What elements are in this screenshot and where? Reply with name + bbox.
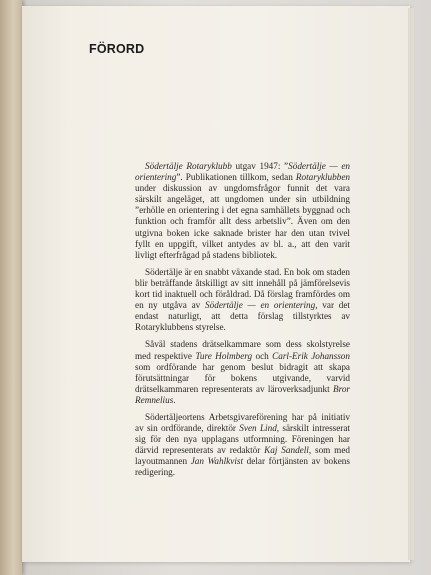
italic-run: Rotaryklubben <box>295 172 350 183</box>
book-spine <box>0 0 22 575</box>
italic-run: Bror Remnelius <box>135 383 350 405</box>
paragraph-4 <box>135 412 350 479</box>
text-run: , särskilt intresserat sig för den nya upplagans utformning. Föreningen har därvid representerats av redaktör <box>135 423 350 456</box>
text-run: som ordförande har genom beslut bidragit att skapa förutsättningar för bokens utgivande, varvid drätselkammaren representerats av läroverksadjunkt <box>135 361 350 394</box>
page-edges <box>408 8 414 560</box>
text-run: under diskussion av ungdomsfrågor funnit det vara särskilt angeläget, att ungdomen under sin utbildning ”erhölle en orientering i det egna samhällets byggnad och funktion och framför allt dess arbetsliv”. Även om den utgivna boken icke saknade brister har den utan tvivel fyllt en uppgift, vilket antydes av bl. a., att den varit livligt efterfrågad på stadens bibliotek. <box>135 183 350 260</box>
paragraph-3 <box>135 339 350 406</box>
page-title: FÖRORD <box>89 42 145 56</box>
text-run: ”. Publikationen tillkom, sedan <box>176 172 296 183</box>
italic-run: Carl-Erik Johansson <box>272 350 350 361</box>
italic-run: Södertälje Rotaryklubb <box>145 161 232 171</box>
text-run: , som med layoutmannen <box>135 445 350 467</box>
text-run: och <box>252 350 273 361</box>
italic-run: Jan Wahlkvist <box>190 456 244 467</box>
italic-run: Sven Lind <box>239 423 277 434</box>
italic-run: Ture Holmberg <box>195 350 253 361</box>
text-run: . <box>173 394 176 405</box>
text-run: Såväl stadens drätselkammare som dess skolstyrelse med respektive <box>135 339 350 361</box>
text-run: utgav 1947: ” <box>231 161 289 171</box>
italic-run: Södertälje — en orientering <box>135 161 350 183</box>
text-run: , var det endast naturligt, att detta förslag tillstyrktes av Rotaryklubbens styrelse. <box>135 300 350 333</box>
paragraph-2 <box>135 267 350 334</box>
text-run: Södertäljeortens Arbetsgivareförening har på initiativ av sin ordförande, direktör <box>135 411 350 434</box>
preface-text <box>135 161 350 485</box>
text-run: Södertälje är en snabbt växande stad. En bok om staden blir beträffande åtskilligt av sitt innehåll på jämförelsevis kort tid inaktuell och föråldrad. Då förslag framfördes om en ny utgåva av <box>135 266 350 311</box>
italic-run: Kaj Sandell <box>264 445 309 456</box>
paragraph-1 <box>135 161 350 261</box>
italic-run: Södertälje — en orientering <box>205 300 316 311</box>
text-run: delar förtjänsten av bokens redigering. <box>135 456 350 478</box>
